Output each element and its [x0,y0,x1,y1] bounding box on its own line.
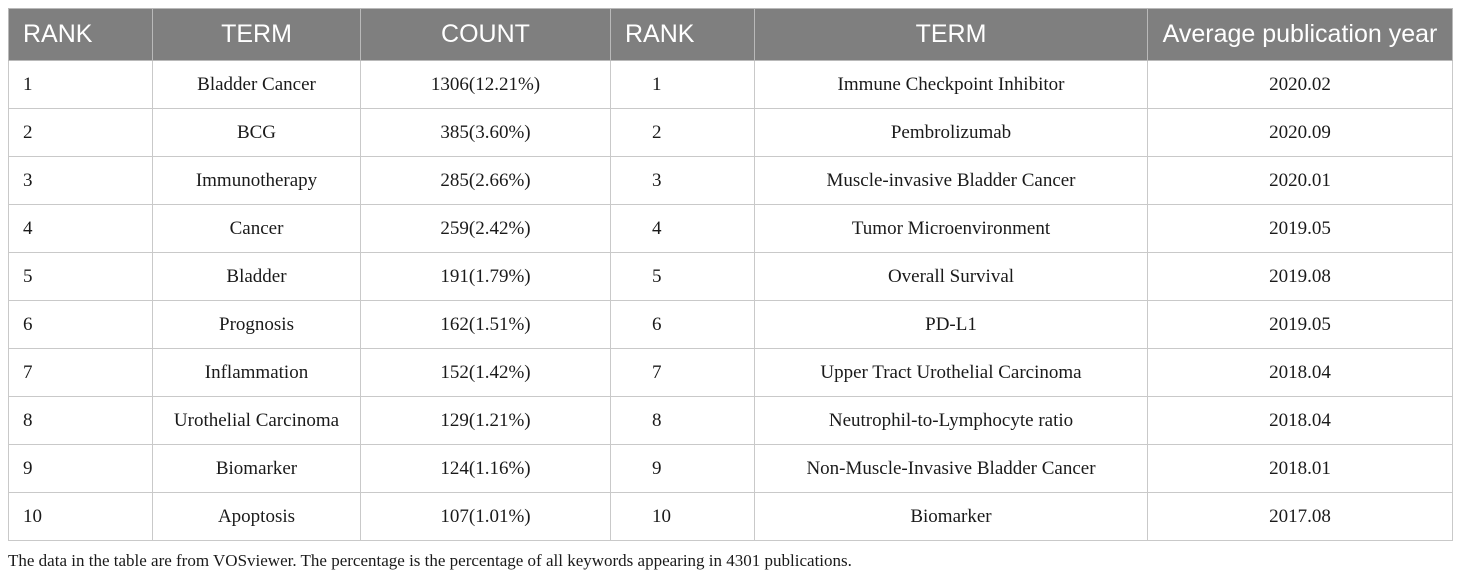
cell-term-1: Bladder Cancer [153,61,361,109]
cell-average-year: 2020.01 [1148,157,1453,205]
cell-average-year: 2020.09 [1148,109,1453,157]
cell-rank-2: 6 [611,301,755,349]
cell-count: 124(1.16%) [361,445,611,493]
cell-rank-2: 8 [611,397,755,445]
cell-term-1: Cancer [153,205,361,253]
cell-average-year: 2018.01 [1148,445,1453,493]
table-row [9,445,1453,493]
table-footnote: The data in the table are from VOSviewer. The percentage is the percentage of all keywords appearing in 4301 publications. [8,551,852,570]
table-row [9,109,1453,157]
table-row [9,61,1453,109]
table-row [9,349,1453,397]
cell-term-1: BCG [153,109,361,157]
cell-rank-2: 2 [611,109,755,157]
cell-term-1: Bladder [153,253,361,301]
cell-rank-1: 1 [9,61,153,109]
cell-count: 285(2.66%) [361,157,611,205]
cell-rank-2: 10 [611,493,755,541]
cell-term-2: Neutrophil-to-Lymphocyte ratio [755,397,1148,445]
table-row [9,493,1453,541]
cell-rank-2: 4 [611,205,755,253]
cell-count: 129(1.21%) [361,397,611,445]
cell-rank-2: 3 [611,157,755,205]
cell-average-year: 2019.05 [1148,205,1453,253]
header-count: COUNT [361,9,611,61]
cell-term-2: PD-L1 [755,301,1148,349]
cell-term-2: Upper Tract Urothelial Carcinoma [755,349,1148,397]
cell-term-2: Overall Survival [755,253,1148,301]
cell-term-2: Biomarker [755,493,1148,541]
table-row [9,205,1453,253]
cell-average-year: 2018.04 [1148,397,1453,445]
cell-count: 385(3.60%) [361,109,611,157]
header-row [9,9,1453,61]
cell-average-year: 2020.02 [1148,61,1453,109]
cell-count: 152(1.42%) [361,349,611,397]
cell-count: 1306(12.21%) [361,61,611,109]
table-row [9,397,1453,445]
cell-term-1: Immunotherapy [153,157,361,205]
cell-term-2: Tumor Microenvironment [755,205,1148,253]
cell-rank-1: 4 [9,205,153,253]
cell-rank-2: 9 [611,445,755,493]
cell-term-2: Non-Muscle-Invasive Bladder Cancer [755,445,1148,493]
cell-rank-2: 1 [611,61,755,109]
table-row [9,157,1453,205]
cell-rank-1: 9 [9,445,153,493]
cell-rank-2: 5 [611,253,755,301]
cell-rank-1: 10 [9,493,153,541]
table-row [9,301,1453,349]
header-term-1: TERM [153,9,361,61]
keywords-table [8,8,1453,541]
cell-count: 107(1.01%) [361,493,611,541]
cell-average-year: 2018.04 [1148,349,1453,397]
table-row [9,253,1453,301]
header-rank-1: RANK [9,9,153,61]
cell-term-1: Biomarker [153,445,361,493]
cell-term-1: Prognosis [153,301,361,349]
cell-average-year: 2019.05 [1148,301,1453,349]
cell-average-year: 2019.08 [1148,253,1453,301]
cell-rank-1: 7 [9,349,153,397]
header-average-year: Average publication year [1148,9,1453,61]
cell-rank-1: 6 [9,301,153,349]
cell-count: 191(1.79%) [361,253,611,301]
header-term-2: TERM [755,9,1148,61]
cell-rank-1: 3 [9,157,153,205]
cell-count: 259(2.42%) [361,205,611,253]
cell-term-1: Urothelial Carcinoma [153,397,361,445]
cell-rank-2: 7 [611,349,755,397]
cell-term-1: Inflammation [153,349,361,397]
cell-term-1: Apoptosis [153,493,361,541]
cell-average-year: 2017.08 [1148,493,1453,541]
cell-rank-1: 8 [9,397,153,445]
cell-count: 162(1.51%) [361,301,611,349]
cell-rank-1: 5 [9,253,153,301]
cell-term-2: Immune Checkpoint Inhibitor [755,61,1148,109]
header-rank-2: RANK [611,9,755,61]
cell-rank-1: 2 [9,109,153,157]
cell-term-2: Pembrolizumab [755,109,1148,157]
cell-term-2: Muscle-invasive Bladder Cancer [755,157,1148,205]
